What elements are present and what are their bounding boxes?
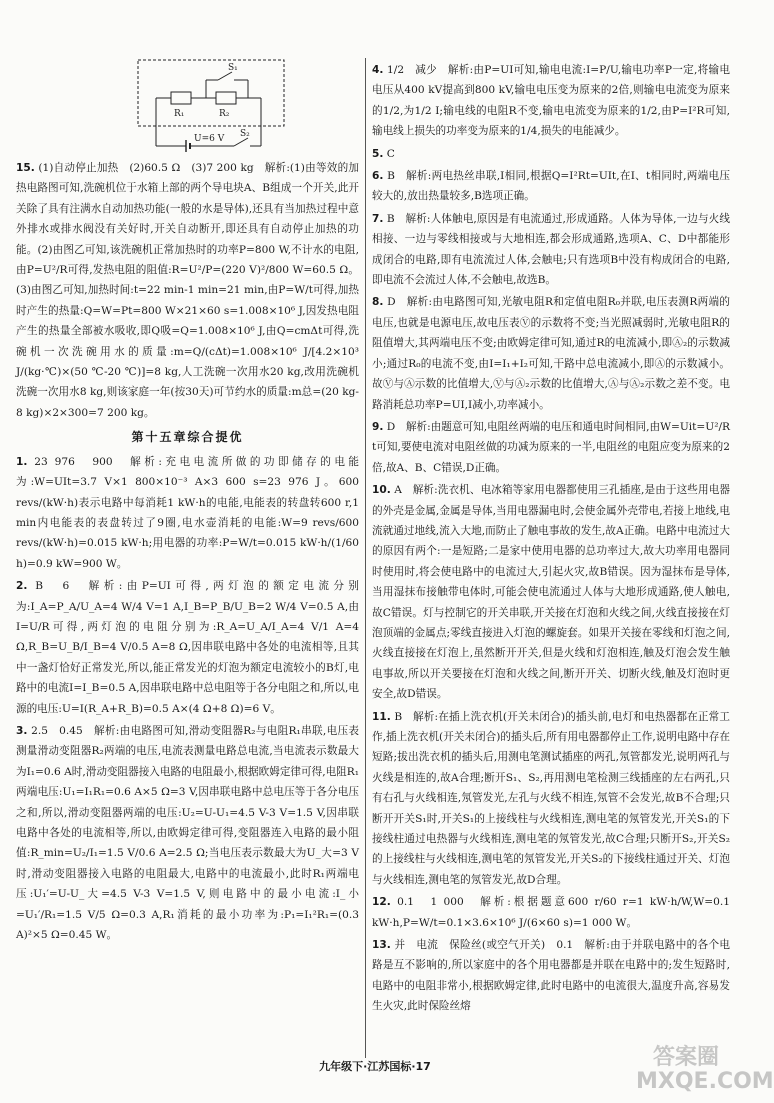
item-number: 8.	[372, 296, 384, 309]
resistor-r2	[216, 92, 236, 104]
left-column	[16, 158, 359, 947]
answer-item	[372, 417, 730, 478]
item-number: 4.	[372, 64, 384, 76]
item-number: 10.	[372, 484, 391, 497]
item-text: A 解析:洗衣机、电冰箱等家用电器都使用三孔插座,是由于这些用电器的外壳是金属,金属是导体,当用电器漏电时,会使金属外壳带电,若接上地线,电流就通过地线,流入大地,而防止了触电事故的发生,故A正确。电路中电流过大的原因有两个:一是短路;二是家中使用电器的总功率过大,故大功率用电器同时使用时,将会使电路中的电流过大,引起火灾,故B错误。因为湿抹布是导体,当用湿抹布接触带电体时,可能会使电流通过人体与大地形成通路,使人触电,故C错误。灯与控制它的开关串联,开关接在灯泡和火线之间,火线直接接在灯泡顶端的金属点;零线直接进入灯泡的螺旋套。如果开关接在零线和灯泡之间,火线直接接在灯泡上,虽然断开开关,但是火线和灯泡相连,触及灯泡会发生触电事故,所以开关要接在灯泡和火线之间,断开开关、切断火线,触及灯泡时更安全,故D错误。	[372, 484, 730, 701]
item-number: 3.	[16, 724, 28, 737]
item-text: D 解析:由电路图可知,光敏电阻R和定值电阻R₀并联,电压表测R两端的电压,也就是电源电压,故电压表Ⓥ的示数将不变;当光照减弱时,光敏电阻R的阻值增大,其两端电压不变;由欧姆定律可知,通过R的电流减小,即Ⓐ₂的示数减小;通过R₀的电流不变,由I=I₁+I₂可知,干路中总电流减小,即Ⓐ的示数减小。故Ⓥ与Ⓐ示数的比值增大,Ⓥ与Ⓐ₂示数的比值增大,Ⓐ与Ⓐ₂示数之差不变。电路消耗总功率P=UI,I减小,功率减小。	[372, 296, 730, 411]
right-column	[372, 60, 730, 1019]
item-number: 12.	[372, 896, 391, 909]
answer-item	[372, 892, 730, 933]
resistor-r1	[171, 92, 191, 104]
answer-item	[16, 158, 359, 423]
circuit-diagram	[136, 58, 286, 158]
item-number: 9.	[372, 420, 384, 433]
item-number: 6.	[372, 170, 384, 183]
item-text: 1/2 减少 解析:由P=UI可知,输电电流:I=P/U,输电功率P一定,将输电电压从400 kV提高到800 kV,输电电压变为原来的2倍,则输电电流变为原来的1/2,为1/2 I;输电线的电阻R不变,输电电流变为原来的1/2,由P=I²R可知,输电线上损失的功率变为原来的1/4,损失的电能减少。	[372, 64, 730, 138]
item-text: C	[386, 147, 395, 160]
item-number: 5.	[372, 147, 384, 160]
answer-item	[372, 292, 730, 414]
item-number: 2.	[16, 580, 28, 593]
item-number: 1.	[16, 455, 28, 468]
answer-item	[372, 144, 730, 164]
label-r2: R₂	[219, 109, 230, 119]
item-number: 13.	[372, 939, 391, 952]
answer-item	[16, 452, 359, 574]
answer-item	[16, 576, 359, 719]
watermark: 答案圈 MXQE.COM	[636, 1045, 774, 1094]
item-number: 7.	[372, 212, 384, 225]
answer-item	[372, 707, 730, 891]
item-text: 并 电流 保险丝(或空气开关) 0.1 解析:由于并联电路中的各个电路是互不影响的,所以家庭中的各个用电器都是并联在电路中的;发生短路时,电路中的电阻非常小,根据欧姆定律,此时电路中的电流很大,温度升高,容易发生火灾,此时保险丝熔	[372, 939, 730, 1013]
section-title: 第十五章综合提优	[131, 430, 244, 445]
item-text: B 解析:在插上洗衣机(开关未闭合)的插头前,电灯和电热器都在正常工作,插上洗衣机(开关未闭合)的插头后,所有用电器都停止工作,说明电路中存在短路;拔出洗衣机的插头后,用测电笔测试插座的两孔,氖管都发光,说明两孔与火线是相连的,故A合理;断开S₁、S₂,再用测电笔检测三线插座的左右两孔,只有右孔与火线相连,氖管发光,左孔与火线不相连,氖管不会发光,故B不合理;只断开开关S₁时,开关S₁的上接线柱与火线相连,测电笔的氖管发光,开关S₁的下接线柱通过电热器与火线相连,测电笔的氖管发光,故C合理;只断开S₂,开关S₂的上接线柱与火线相连,测电笔的氖管发光,开关S₂的下接线柱通过开关、灯泡与火线相连,测电笔的氖管发光,故D合理。	[372, 710, 730, 886]
item-text: (1)自动停止加热 (2)60.5 Ω (3)7 200 kg 解析:(1)由等效的加热电路图可知,洗碗机位于水箱上部的两个导电块A、B组成一个开关,此开关除了具有注满水自动加热功能(一般的水是导体),还具有当加热过程中意外排水或排水阀没有关好时,开关自动断开,即还具有自动停止加热的功能。(2)由图乙可知,该洗碗机正常加热时的功率P=800 W,不计水的电阻,由P=U²/R可得,发热电阻的阻值:R=U²/P=(220 V)²/800 W=60.5 Ω。(3)由图乙可知,加热时间:t=22 min-1 min=21 min,由P=W/t可得,加热时产生的热量:Q=W=Pt=800 W×21×60 s=1.008×10⁶ J,因发热电阻产生的热量全部被水吸收,即Q吸=Q=1.008×10⁶ J,由Q=cmΔt可得,洗碗机一次洗碗用水的质量:m=Q/(cΔt)=1.008×10⁶ J/[4.2×10³ J/(kg·℃)×(50 ℃-20 ℃)]=8 kg,人工洗碗一次用水20 kg,改用洗碗机洗碗一次用水8 kg,则该家庭一年(按30天)可节约水的质量:m总=(20 kg-8 kg)×2×300=7 200 kg。	[16, 162, 359, 419]
switch-s1	[218, 72, 232, 80]
answer-item	[372, 209, 730, 291]
item-number: 15.	[16, 162, 35, 174]
page-footer: 九年级下·江苏国标·17	[319, 1060, 431, 1073]
answer-item	[372, 480, 730, 704]
item-number: 11.	[372, 710, 391, 723]
label-source: U=6 V	[194, 134, 225, 144]
item-text: 23 976 900 解析:充电电流所做的功即储存的电能为:W=UIt=3.7 V×1 800×10⁻³ A×3 600 s=23 976 J。600 revs/(kW·h)表示电路中每消耗1 kW·h的电能,电能表的转盘转600 r,1 min内电能表的表盘转过了9圈,电水壶消耗的电能:W=9 revs/600 revs/(kW·h)=0.015 kW·h;用电器的功率:P=W/t=0.015 kW·h/(1/60 h)=0.9 kW=900 W。	[16, 455, 359, 570]
label-r1: R₁	[174, 109, 185, 119]
item-text: D 解析:由题意可知,电阻丝两端的电压和通电时间相同,由W=Uit=U²/R t可知,要使电流对电阻丝做的功减为原来的一半,电阻丝的电阻应变为原来的2倍,故A、B、C错误,D正确。	[372, 420, 731, 474]
switch-s2	[234, 138, 248, 146]
answer-item	[372, 935, 730, 1017]
item-text: 2.5 0.45 解析:由电路图可知,滑动变阻器R₂与电阻R₁串联,电压表测量滑动变阻器R₂两端的电压,电流表测量电路总电流,当电流表示数最大为I₁=0.6 A时,滑动变阻器接入电路的电阻最小,根据欧姆定律可得,电阻R₁两端电压:U₁=I₁R₁=0.6 A×5 Ω=3 V,因串联电路中总电压等于各分电压之和,所以,滑动变阻器两端的电压:U₂=U-U₁=4.5 V-3 V=1.5 V,因串联电路中各处的电流相等,所以,由欧姆定律可得,变阻器连入电路的最小阻值:R_min=U₂/I₁=1.5 V/0.6 A=2.5 Ω;当电压表示数最大为U_大=3 V时,滑动变阻器接入电路的电阻最大,电路中的电流最小,此时R₁两端电压:U₁′=U-U_大=4.5 V-3 V=1.5 V,则电路中的最小电流:I_小=U₁′/R₁=1.5 V/5 Ω=0.3 A,R₁消耗的最小功率为:P₁=I₁²R₁=(0.3 A)²×5 Ω=0.45 W。	[16, 724, 359, 942]
answer-item	[372, 60, 730, 142]
label-s2: S₂	[240, 129, 250, 139]
item-text: B 解析:两电热丝串联,I相同,根据Q=I²Rt=UIt,在I、t相同时,两端电压较大的,放出热量较多,B选项正确。	[372, 170, 731, 203]
item-text: B 6 解析:由P=UI可得,两灯泡的额定电流分别为:I_A=P_A/U_A=4 W/4 V=1 A,I_B=P_B/U_B=2 W/4 V=0.5 A,由I=U/R可得,两灯泡的电阻分别为:R_A=U_A/I_A=4 V/1 A=4 Ω,R_B=U_B/I_B=4 V/0.5 A=8 Ω,因串联电路中各处的电流相等,且其中一盏灯恰好正常发光,所以,能正常发光的灯泡为额定电流较小的B灯,电路中的电流I=I_B=0.5 A,因串联电路中总电阻等于各分电阻之和,所以,电源的电压:U=I(R_A+R_B)=0.5 A×(4 Ω+8 Ω)=6 V。	[16, 580, 360, 715]
column-divider	[365, 58, 366, 1058]
item-text: 0.1 1 000 解析:根据题意600 r/60 r=1 kW·h/W,W=0.1 kW·h,P=W/t=0.1×3.6×10⁶ J/(6×60 s)=1 000 W。	[372, 896, 730, 929]
answer-item	[372, 166, 730, 207]
answer-item	[16, 721, 359, 945]
item-text: B 解析:人体触电,原因是有电流通过,形成通路。人体为导体,一边与火线相接、一边与零线相接或与大地相连,都会形成通路,选项A、C、D中都能形成闭合的电路,即有电流流过人体,会触电;只有选项B中没有构成闭合的电路,即电流不会流过人体,不会触电,故选B。	[372, 212, 730, 287]
label-s1: S₁	[228, 63, 238, 73]
